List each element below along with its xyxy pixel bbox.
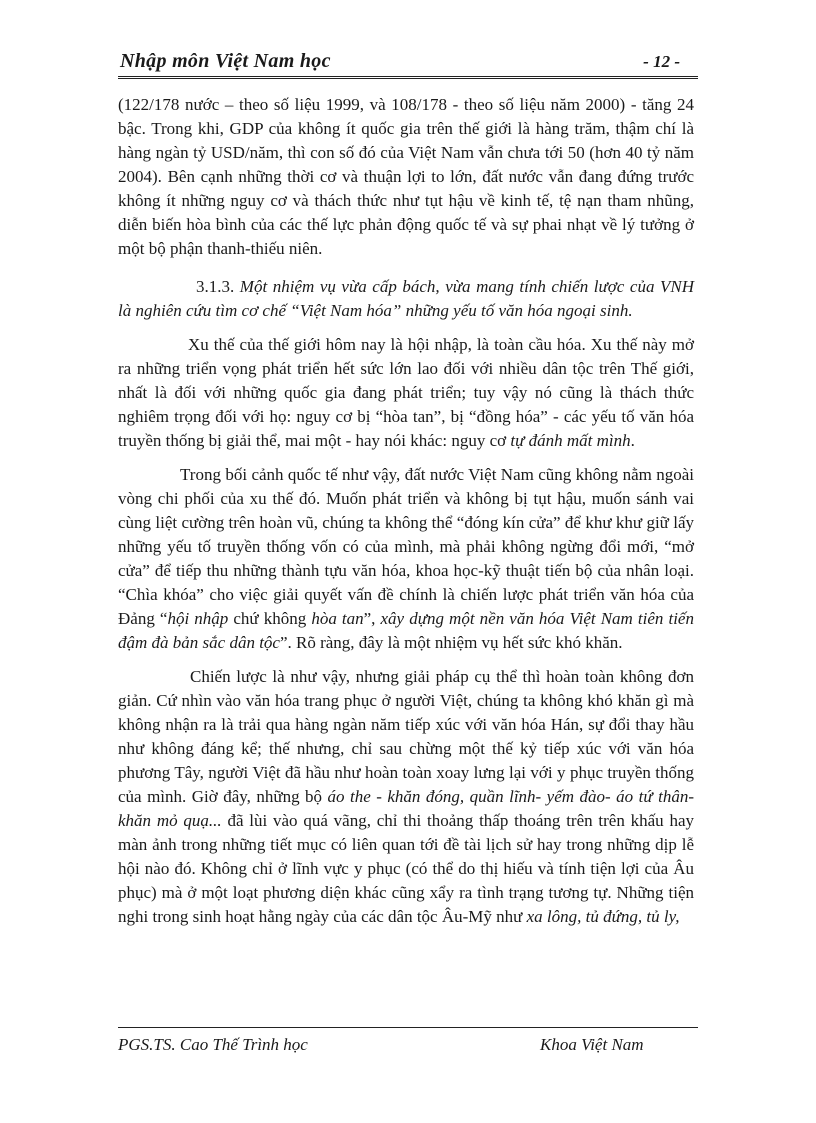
paragraph-end: . bbox=[630, 431, 635, 450]
emphasis-text: áo the - khăn đóng, quần lĩnh- yếm đào- áo tứ thân-khăn mỏ quạ... bbox=[118, 787, 694, 830]
section-number: 3.1.3. bbox=[196, 277, 240, 296]
paragraph-context bbox=[118, 463, 694, 655]
paragraph-text: Trong bối cảnh quốc tế như vậy, đất nước Việt Nam cũng không nằm ngoài vòng chi phối của xu thế đó. Muốn phát triển và không bị tụt hậu, muốn sánh vai cùng liệt cường trên hoàn vũ, chúng ta không thể “đóng kín cửa” để khư khư giữ lấy những yếu tố truyền thống vốn có của mình, mà phải không ngừng đổi mới, “mở cửa” để tiếp thu những thành tựu văn hóa, khoa học-kỹ thuật tiến bộ của nhân loại. “Chìa khóa” cho việc giải quyết vấn đề chính là chiến lược phát triển văn hóa của Đảng “ bbox=[118, 465, 694, 628]
page-body bbox=[118, 93, 694, 929]
emphasis-text: hòa tan bbox=[311, 609, 364, 628]
section-title: Một nhiệm vụ vừa cấp bách, vừa mang tính chiến lược của VNH là nghiên cứu tìm cơ chế “Việt Nam hóa” những yếu tố văn hóa ngoại sinh. bbox=[118, 277, 694, 320]
paragraph-globalization bbox=[118, 333, 694, 453]
paragraph-text: đã lùi vào quá vãng, chỉ thi thoảng thấp thoáng trên trên khấu hay màn ảnh trong những tiết mục có liên quan tới đề tài lịch sử hay trong những dịp lễ hội nào đó. Không chỉ ở lĩnh vực y phục (có thể do thị hiếu và tính tiện lợi của Âu phục) mà ở một loạt phương diện khác cũng xẩy ra tình trạng tương tự. Những tiện nghi trong sinh hoạt hằng ngày của các dân tộc Âu-Mỹ như bbox=[118, 811, 694, 926]
emphasis-text: hội nhập bbox=[167, 609, 229, 628]
paragraph-strategy bbox=[118, 665, 694, 929]
page-header bbox=[118, 48, 698, 79]
emphasis-text: xây dựng một nền văn hóa Việt Nam tiên tiến đậm đà bản sắc dân tộc bbox=[118, 609, 694, 652]
paragraph-end: ”. Rõ ràng, đây là một nhiệm vụ hết sức khó khăn. bbox=[279, 633, 623, 652]
paragraph-text: Xu thế của thế giới hôm nay là hội nhập, là toàn cầu hóa. Xu thế này mở ra những triển vọng phát triển hết sức lớn lao đối với nhiều dân tộc trên Thế giới, nhất là đối với những quốc gia đang phát triển; tuy vậy nó cũng là thách thức nghiêm trọng đối với họ: nguy cơ bị “hòa tan”, bị “đồng hóa” - các yếu tố văn hóa truyền thống bị giải thể, mai một - hay nói khác: nguy cơ bbox=[118, 335, 694, 450]
footer-divider bbox=[118, 1027, 698, 1028]
paragraph-continued: (122/178 nước – theo số liệu 1999, và 108/178 - theo số liệu năm 2000) - tăng 24 bậc. Trong khi, GDP của không ít quốc gia trên thế giới là hàng trăm, thậm chí là hàng ngàn tỷ USD/năm, thì con số đó của Việt Nam vẫn chưa tới 50 (hơn 40 tỷ năm 2004). Bên cạnh những thời cơ và thuận lợi to lớn, đất nước vẫn đang đứng trước không ít những nguy cơ và thách thức như tụt hậu về kinh tế, tệ nạn tham nhũng, diễn biến hòa bình của các thế lực phản động quốc tế và sự phai nhạt về lý tưởng ở một bộ phận thanh-thiếu niên. bbox=[118, 95, 694, 258]
footer-author: PGS.TS. Cao Thế Trình học bbox=[118, 1035, 308, 1054]
paragraph-text: Chiến lược là như vậy, nhưng giải pháp cụ thể thì hoàn toàn không đơn giản. Cứ nhìn vào văn hóa trang phục ở người Việt, chúng ta không khó khăn gì mà không nhận ra là trải qua hàng ngàn năm tiếp xúc với văn hóa Hán, sự đổi thay hầu như không đáng kể; thế nhưng, chỉ sau chừng một thế kỷ tiếp xúc với văn hóa phương Tây, người Việt đã hầu như hoàn toàn xoay lưng lại với y phục truyền thống của mình. Giờ đây, những bộ bbox=[118, 667, 694, 806]
emphasis-text: tự đánh mất mình bbox=[510, 431, 631, 450]
document-title: Nhập môn Việt Nam học bbox=[120, 50, 331, 72]
footer-department: Khoa Việt Nam bbox=[540, 1035, 644, 1054]
emphasis-text: xa lông, tủ đứng, tủ ly, bbox=[526, 907, 680, 926]
paragraph-text: chứ không bbox=[228, 609, 312, 628]
section-heading bbox=[118, 275, 694, 323]
page-number: - 12 - bbox=[643, 52, 680, 71]
paragraph-text: ”, bbox=[363, 609, 381, 628]
